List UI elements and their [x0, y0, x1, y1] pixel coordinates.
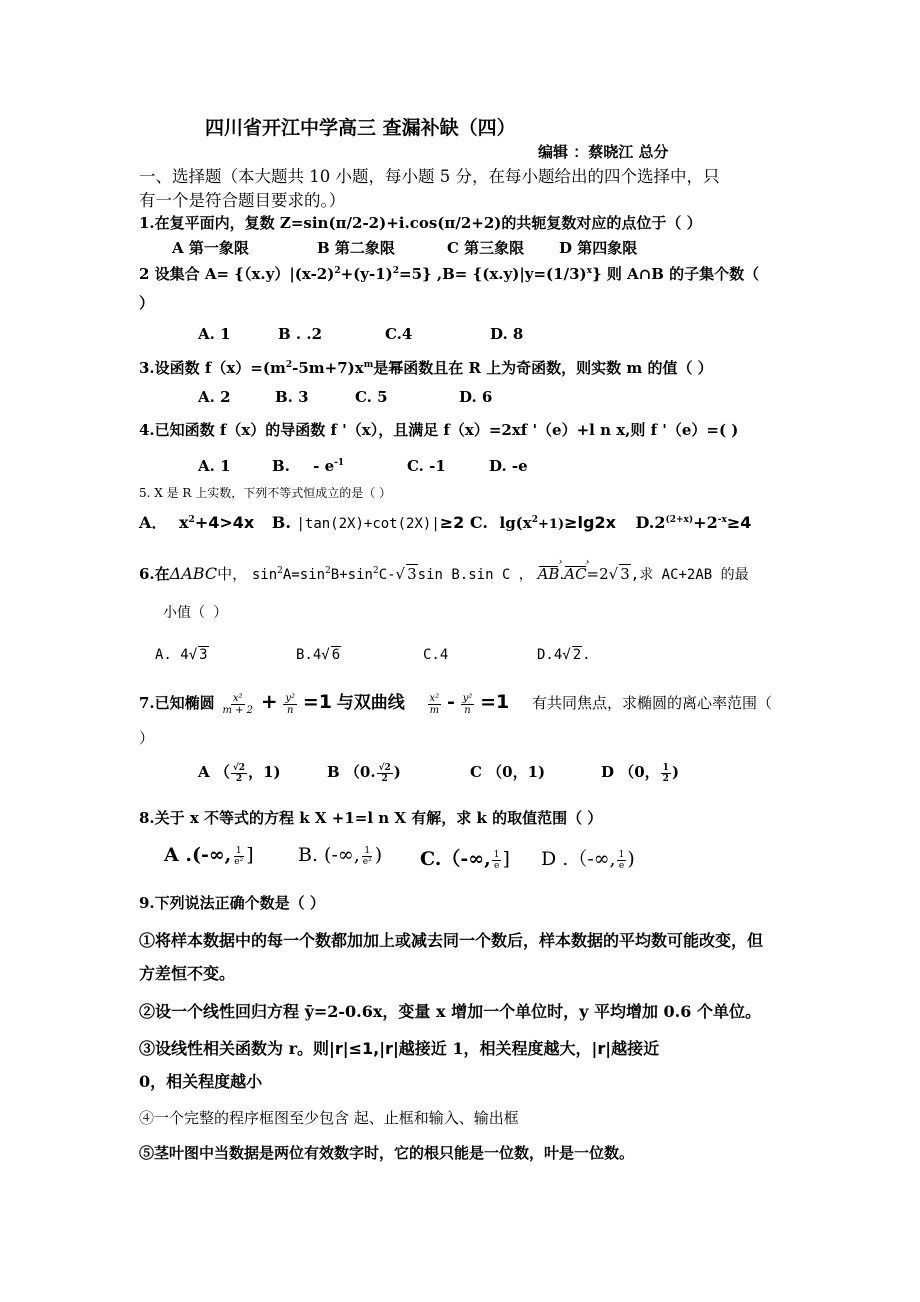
q8-option-d-rest: ) [627, 848, 635, 870]
q6-radicand-2: 3 [620, 565, 630, 583]
q1-option-d: D 第四象限 [559, 239, 638, 257]
q6-text-2: 中， [217, 565, 248, 583]
q8-option-b-label: B. (-∞, [298, 844, 360, 866]
q8-option-a [164, 844, 254, 867]
q7-fraction-2-den: n [286, 704, 294, 716]
q7-option-d-label: D （0， [601, 763, 660, 781]
q7-option-d-num: 1 [662, 762, 669, 773]
q8-option-b-num: 1 [364, 845, 371, 856]
q7-option-c: C （0，1) [470, 763, 546, 781]
q3-text-1: 3.设函数 f（x）=(m [139, 359, 286, 377]
q2-option-b: B . .2 [278, 325, 323, 343]
q7-option-b-num: √2 [378, 762, 391, 773]
q7-text-1: 7.已知椭圆 [139, 694, 215, 712]
q6-triangle: ΔABC [169, 564, 218, 583]
q3-option-a: A. 2 [198, 388, 231, 406]
q8-option-a-num: 1 [235, 845, 242, 856]
q8-option-a-den: e² [234, 856, 244, 867]
q7-fraction-3-den: m [429, 704, 440, 716]
q7-minus: - [446, 691, 455, 713]
editor-line: 编辑 ：蔡晓江 总分 [538, 143, 669, 161]
q7-option-a [198, 761, 281, 784]
q5-option-c-label: C. [469, 513, 488, 532]
q7-option-d-rest: ) [671, 763, 680, 781]
q9-s3-text-1: ③设线性相关函数为 r。则 [139, 1039, 330, 1058]
q2-text-2: +(y-1) [340, 265, 393, 283]
q3-option-c: C. 5 [355, 388, 388, 406]
q2-exp-3: x [586, 266, 592, 276]
q6-text-5: B+sin [330, 567, 373, 583]
q7-option-b [327, 761, 401, 784]
q7-option-b-den: 2 [381, 773, 388, 784]
q6-exp-1: 2 [277, 566, 283, 576]
q8-option-d [541, 844, 635, 871]
q1-option-c: C 第三象限 [447, 239, 525, 257]
q8-option-b-den: e² [362, 856, 372, 867]
q6-option-a-radicand: 3 [199, 647, 208, 663]
q6-option-a: A. 4√ 3 [155, 647, 208, 663]
q4-stem: 4.已知函数 f（x）的导函数 f '（x），且满足 f（x）=2xf '（e）+l n x,则 f '（e）=( ) [139, 421, 739, 439]
page-title: 四川省开江中学高三 查漏补缺（四） [205, 117, 516, 139]
q8-option-b-fraction [361, 846, 374, 867]
q1-stem: 1.在复平面内，复数 Z=sin(π/2-2)+i.cos(π/2+2)的共轭复数对应的点位于（ ） [139, 214, 702, 232]
q7-fraction-2-num: y² [285, 692, 296, 704]
q7-option-a-rest: ，1) [248, 763, 281, 781]
q2-stem [139, 263, 759, 284]
q6-option-d: D.4√ 2. [537, 647, 591, 663]
q8-option-b-rest: ) [374, 844, 383, 866]
section-heading-line1: 一、选择题（本大题共 10 小题，每小题 5 分，在每小题给出的四个选择中，只 [139, 167, 720, 186]
q5-stem: 5. X 是 R 上实数，下列不等式恒成立的是（ ） [139, 486, 392, 500]
q7-option-d-fraction [661, 763, 671, 784]
q6-text-3: sin [251, 567, 278, 583]
q8-stem: 8.关于 x 不等式的方程 k X +1=l n X 有解，求 k 的取值范围（ ） [139, 809, 603, 827]
q9-s3-text-5: 越接近 [611, 1039, 660, 1058]
q9-statement-1-line1: ①将样本数据中的每一个数都加加上或减去同一个数后，样本数据的平均数可能改变，但 [139, 931, 764, 950]
q7-fraction-3 [428, 693, 442, 716]
q6-vector-ab: AB › [538, 565, 560, 583]
q4-option-d: D. -e [489, 457, 528, 475]
q2-text-4: } 则 A∩B 的子集个数（ [591, 265, 760, 283]
q8-option-d-num: 1 [618, 849, 625, 860]
q6-option-a-text: A. 4 [155, 647, 189, 663]
section-heading-line2: 有一个是符合题目要求的。） [139, 191, 346, 210]
q5-option-d-exp2: -x [717, 515, 727, 525]
q2-option-d: D. 8 [490, 325, 524, 343]
q6-option-b-text: B.4 [296, 647, 322, 663]
q9-stem: 9.下列说法正确个数是（ ） [139, 894, 325, 912]
q7-option-a-num: √2 [232, 762, 246, 773]
q5-option-b-label: B. [271, 513, 291, 532]
q8-option-a-fraction [232, 846, 245, 867]
q6-option-b-radicand: 6 [331, 647, 341, 663]
q8-option-a-rest: ] [246, 844, 254, 866]
q7-fraction-4-den: n [464, 704, 471, 716]
q8-option-c-label: C.（-∞, [420, 848, 491, 870]
q6-text-6: C- [378, 567, 396, 583]
q6-stem: 6.在ΔABC中， $\sin^2A=\sin^2B+\sin^2C-√$ 3sin B.sin C ， AB ›.AC ›=2√ 3,求 AC+2AB 的最 [139, 563, 749, 584]
q3-text-2: -5m+7)x [292, 359, 364, 377]
q4-option-a: A. 1 [198, 457, 231, 475]
q6-option-d-radicand: 2 [572, 647, 582, 663]
q8-option-c-num: 1 [493, 849, 500, 860]
q5-option-a-rest: +4>4x [194, 513, 255, 532]
q4-option-b [272, 457, 344, 475]
q3-exp-1: 2 [285, 360, 293, 370]
q5-option-a-exp: 2 [188, 515, 195, 525]
q7-text-2: 与双曲线 [336, 693, 405, 713]
q4-option-c: C. -1 [407, 457, 446, 475]
q4-option-b-value: - e [313, 457, 335, 475]
q7-eq-1: =1 [302, 691, 332, 713]
q8-option-d-fraction [617, 850, 627, 871]
q7-fraction-4 [461, 693, 475, 716]
q1-option-b: B 第二象限 [317, 239, 395, 257]
q1-option-a: A 第一象限 [172, 239, 249, 257]
q7-option-a-fraction [231, 763, 247, 784]
q9-statement-3-line1 [139, 1036, 659, 1059]
q5-option-b-expr: |tan(2X)+cot(2X)| [296, 516, 440, 532]
q2-text-3: =5} ,B= {(x.y)|y=(1/3) [399, 265, 587, 283]
q7-text-3: 有共同焦点，求椭圆的离心率范围（ [532, 694, 773, 712]
q9-s3-text-2: |r|≤1,|r| [329, 1039, 399, 1058]
q5-option-d-plus: +2 [693, 513, 718, 532]
q4-option-b-label: B. [272, 457, 290, 475]
q9-s3-text-3: 越接近 1，相关程度越大， [398, 1039, 592, 1058]
q5-option-a-x: x [179, 513, 189, 532]
q3-stem [139, 357, 713, 378]
q7-option-b-fraction [377, 763, 393, 784]
q8-option-d-den: e [618, 860, 625, 871]
q8-option-d-label: D .（-∞, [541, 848, 616, 870]
q9-statement-1-line2: 方差恒不变。 [139, 964, 236, 983]
q5-options [139, 510, 751, 533]
q7-option-d-den: 2 [662, 773, 669, 784]
q7-option-a-den: 2 [235, 773, 243, 784]
q2-exp-2: 2 [392, 266, 400, 276]
q5-option-d-label: D.2 [635, 513, 666, 532]
q6-text-9: ,求 AC+2AB 的最 [630, 567, 749, 583]
q6-option-c: C.4 [423, 647, 449, 663]
q2-option-c: C.4 [385, 325, 413, 343]
q7-stem [139, 688, 772, 716]
q6-text-7: sin B.sin C ， [417, 567, 533, 583]
q6-exp-3: 2 [372, 566, 379, 576]
q9-statement-4: ④一个完整的程序框图至少包含 起、止框和输入、输出框 [139, 1109, 519, 1127]
q6-text-8: =2 [586, 565, 609, 583]
q5-option-c-lg: lg(x [499, 514, 532, 532]
q6-vector-ac: AC › [564, 565, 586, 583]
q8-option-c-rest: ] [502, 848, 510, 870]
q7-eq-2: =1 [480, 691, 510, 713]
q5-option-d-exp1: (2+x) [665, 515, 694, 525]
q7-fraction-3-num: x² [429, 692, 440, 704]
q2-text-1: 2 设集合 A= {（x.y）|(x-2) [139, 265, 335, 283]
q3-option-d: D. 6 [459, 388, 493, 406]
q5-option-c-exp: 2 [531, 515, 538, 525]
q3-exp-2: m [363, 360, 374, 370]
q7-plus: + [260, 689, 278, 713]
q8-option-b [298, 844, 382, 867]
q8-option-a-label: A .(-∞, [164, 844, 232, 866]
q9-s3-text-4: |r| [591, 1039, 612, 1058]
q7-fraction-4-num: y² [462, 692, 473, 704]
q7-fraction-1 [220, 693, 255, 716]
q7-fraction-1-den: m + 2 [222, 704, 254, 716]
q3-option-b: B. 3 [275, 388, 309, 406]
q7-option-b-label: B （0. [327, 763, 376, 781]
q5-option-d-tail: ≥4 [726, 513, 752, 532]
q6-option-b: B.4√ 6 [296, 647, 341, 663]
q6-stem-cont: 小值（ ） [163, 605, 228, 621]
q6-option-d-end: . [582, 647, 591, 663]
q6-exp-2: 2 [325, 566, 331, 576]
q5-option-c-rest: +1) [538, 517, 565, 532]
q9-statement-3-line2: 0，相关程度越小 [139, 1072, 263, 1091]
q8-option-c-fraction [492, 850, 502, 871]
q7-option-d [601, 761, 679, 784]
q3-text-3: 是幂函数且在 R 上为奇函数，则实数 m 的值（ ） [373, 359, 713, 377]
q7-option-b-rest: ) [393, 763, 401, 781]
q9-statement-2: ②设一个线性回归方程 ȳ=2-0.6x，变量 x 增加一个单位时，y 平均增加 0.6 个单位。 [139, 1002, 761, 1021]
q6-dot: . [559, 565, 565, 583]
q4-option-b-exp: -1 [334, 458, 345, 468]
q6-option-d-text: D.4 [537, 647, 563, 663]
q2-exp-1: 2 [334, 266, 341, 276]
q8-option-c [420, 844, 510, 871]
q9-statement-5: ⑤茎叶图中当数据是两位有效数字时，它的根只能是一位数，叶是一位数。 [139, 1144, 635, 1162]
q7-fraction-1-num: x² [232, 692, 243, 704]
q7-fraction-2 [283, 693, 297, 716]
q6-text-4: A=sin [282, 567, 326, 583]
q8-option-c-den: e [493, 860, 500, 871]
q7-stem-cont: ） [139, 729, 155, 747]
q6-text-1: 6.在 [139, 565, 170, 583]
q5-option-b-tail: ≥2 [439, 513, 465, 532]
q5-option-c-tail: ≥lg2x [564, 513, 616, 532]
q7-option-a-label: A （ [198, 763, 230, 781]
q5-option-a-label: A． [139, 513, 168, 532]
q6-radicand-1: 3 [407, 565, 417, 583]
q2-stem-cont: ） [139, 294, 155, 312]
q2-option-a: A. 1 [198, 325, 231, 343]
